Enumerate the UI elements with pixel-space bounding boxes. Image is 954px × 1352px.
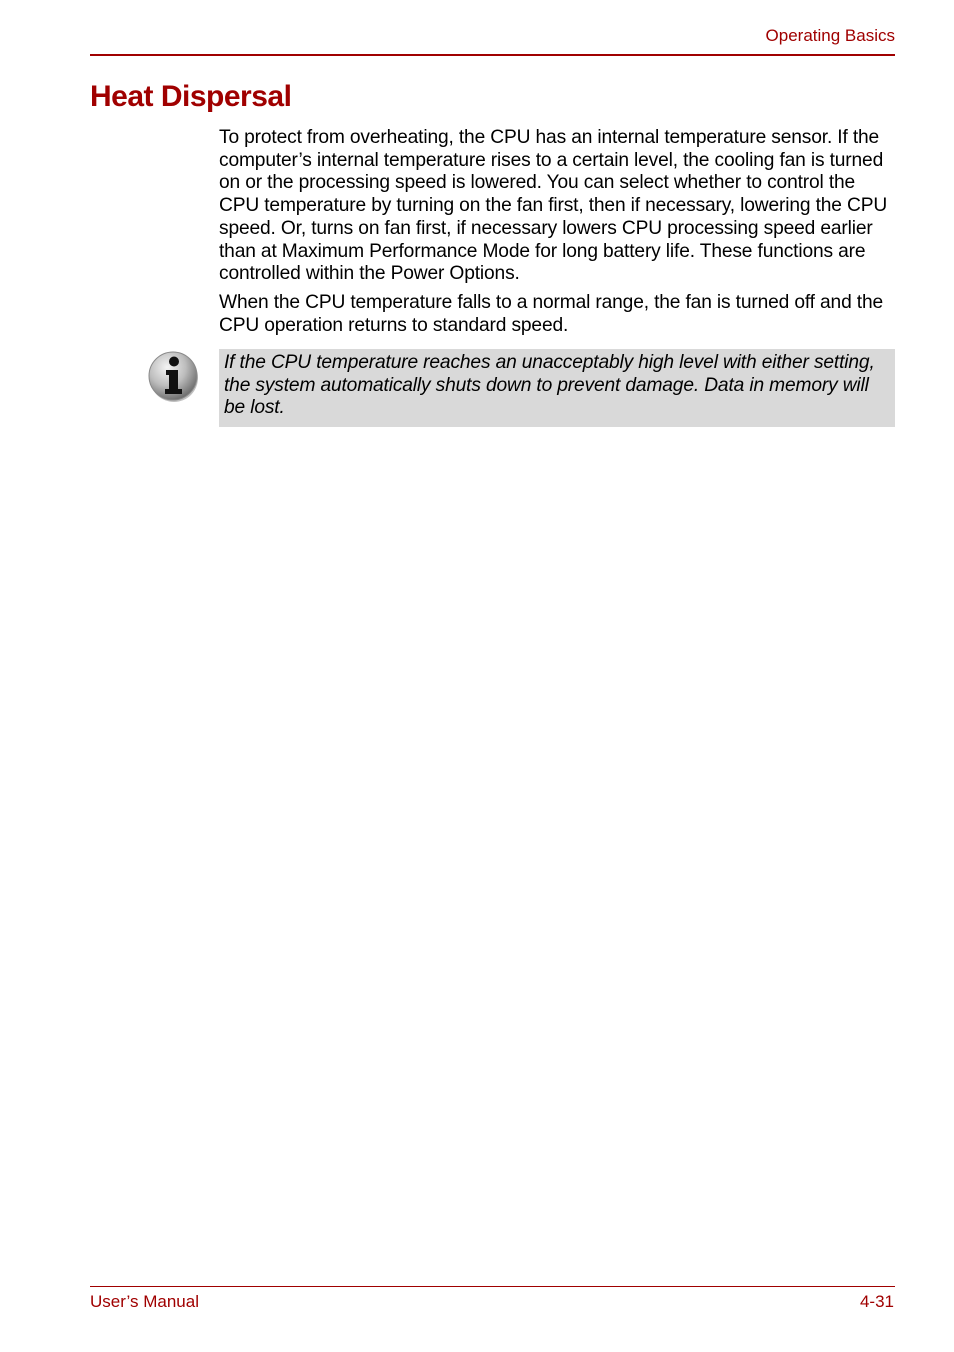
body-paragraph-1: To protect from overheating, the CPU has an internal temperature sensor. If the computer’s internal temperature rises to a certain level, the cooling fan is turned on or the processing speed is lowered. You can select whether to control the CPU temperature by turning on the fan first, then if necessary, lowering the CPU speed. Or, turns on fan first, if necessary lowers CPU processing speed earlier than at Maximum Performance Mode for long battery life. These functions are controlled within the Power Options. — [219, 127, 888, 285]
section-title: Heat Dispersal — [90, 80, 292, 113]
note-box — [219, 349, 895, 427]
note-text: If the CPU temperature reaches an unacceptably high level with either setting, the system automatically shuts down to prevent damage. Data in memory will be lost. — [224, 352, 875, 419]
page-number: 4-31 — [859, 1292, 894, 1311]
header-divider — [90, 54, 895, 56]
manual-title: User’s Manual — [90, 1292, 199, 1311]
footer-divider — [90, 1286, 895, 1287]
chapter-label: Operating Basics — [765, 26, 895, 45]
body-paragraph-2: When the CPU temperature falls to a normal range, the fan is turned off and the CPU operation returns to standard speed. — [219, 292, 884, 336]
info-icon — [148, 351, 200, 403]
